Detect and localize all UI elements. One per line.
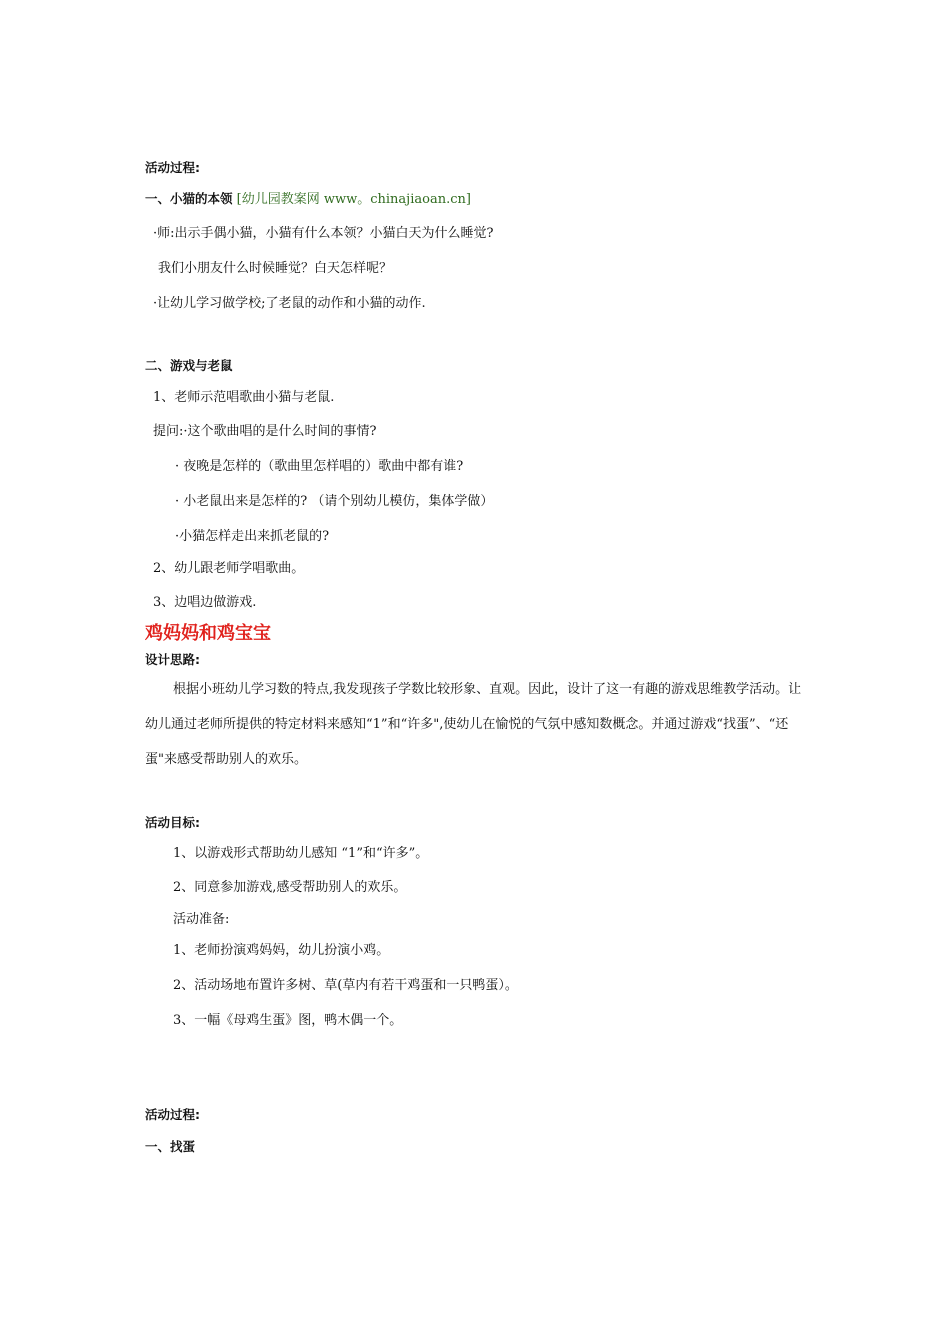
text-line: 我们小朋友什么时候睡觉？白天怎样呢？: [158, 261, 393, 276]
question-line: ·小猫怎样走出来抓老鼠的?: [175, 529, 330, 544]
question-line: · 夜晚是怎样的（歌曲里怎样唱的）歌曲中都有谁?: [175, 459, 464, 474]
prep-heading: 活动准备:: [173, 912, 230, 927]
text-line: ·让幼儿学习做学校;了老鼠的动作和小猫的动作.: [153, 296, 426, 311]
section-heading-find-eggs: 一、找蛋: [145, 1139, 196, 1154]
design-paragraph: 根据小班幼儿学习数的特点,我发现孩子学数比较形象、直观。因此，设计了这一有趣的游戏思维教学活动。让幼儿通过老师所提供的特定材料来感知“1”和“许多",使幼儿在愉悦的气氛中感知数概念。并通过游戏“找蛋”、“还蛋"来感受帮助别人的欢乐。: [145, 682, 802, 767]
goals-heading: 活动目标:: [145, 815, 200, 830]
lesson-title: 鸡妈妈和鸡宝宝: [145, 623, 271, 644]
section-heading-game-mouse: 二、游戏与老鼠: [145, 358, 233, 373]
prep-item: 2、活动场地布置许多树、草(草内有若干鸡蛋和一只鸭蛋）。: [173, 978, 518, 993]
prep-item: 3、一幅《母鸡生蛋》图，鸭木偶一个。: [173, 1013, 403, 1028]
activity-process-heading: 活动过程:: [145, 160, 200, 175]
list-item: 2、幼儿跟老师学唱歌曲。: [153, 561, 305, 576]
design-heading: 设计思路:: [145, 652, 200, 667]
prep-item: 1、老师扮演鸡妈妈，幼儿扮演小鸡。: [173, 943, 390, 958]
question-line: · 小老鼠出来是怎样的? （请个别幼儿模仿，集体学做）: [175, 494, 494, 509]
source-link-text[interactable]: [幼儿园教案网 www。chinajiaoan.cn]: [236, 192, 471, 207]
section-heading-text: 一、小猫的本领: [145, 191, 233, 206]
list-item: 3、边唱边做游戏.: [153, 595, 257, 610]
goal-item: 1、以游戏形式帮助幼儿感知 “1”和“许多”。: [173, 846, 429, 861]
list-item: 1、老师示范唱歌曲小猫与老鼠.: [153, 390, 335, 405]
goal-item: 2、同意参加游戏,感受帮助别人的欢乐。: [173, 880, 407, 895]
section-heading-cat-skills: [145, 191, 471, 208]
question-line: 提问:·这个歌曲唱的是什么时间的事情?: [153, 424, 377, 439]
activity-process-heading-2: 活动过程:: [145, 1107, 200, 1122]
text-line: ·师:出示手偶小猫，小猫有什么本领？小猫白天为什么睡觉?: [153, 226, 494, 241]
